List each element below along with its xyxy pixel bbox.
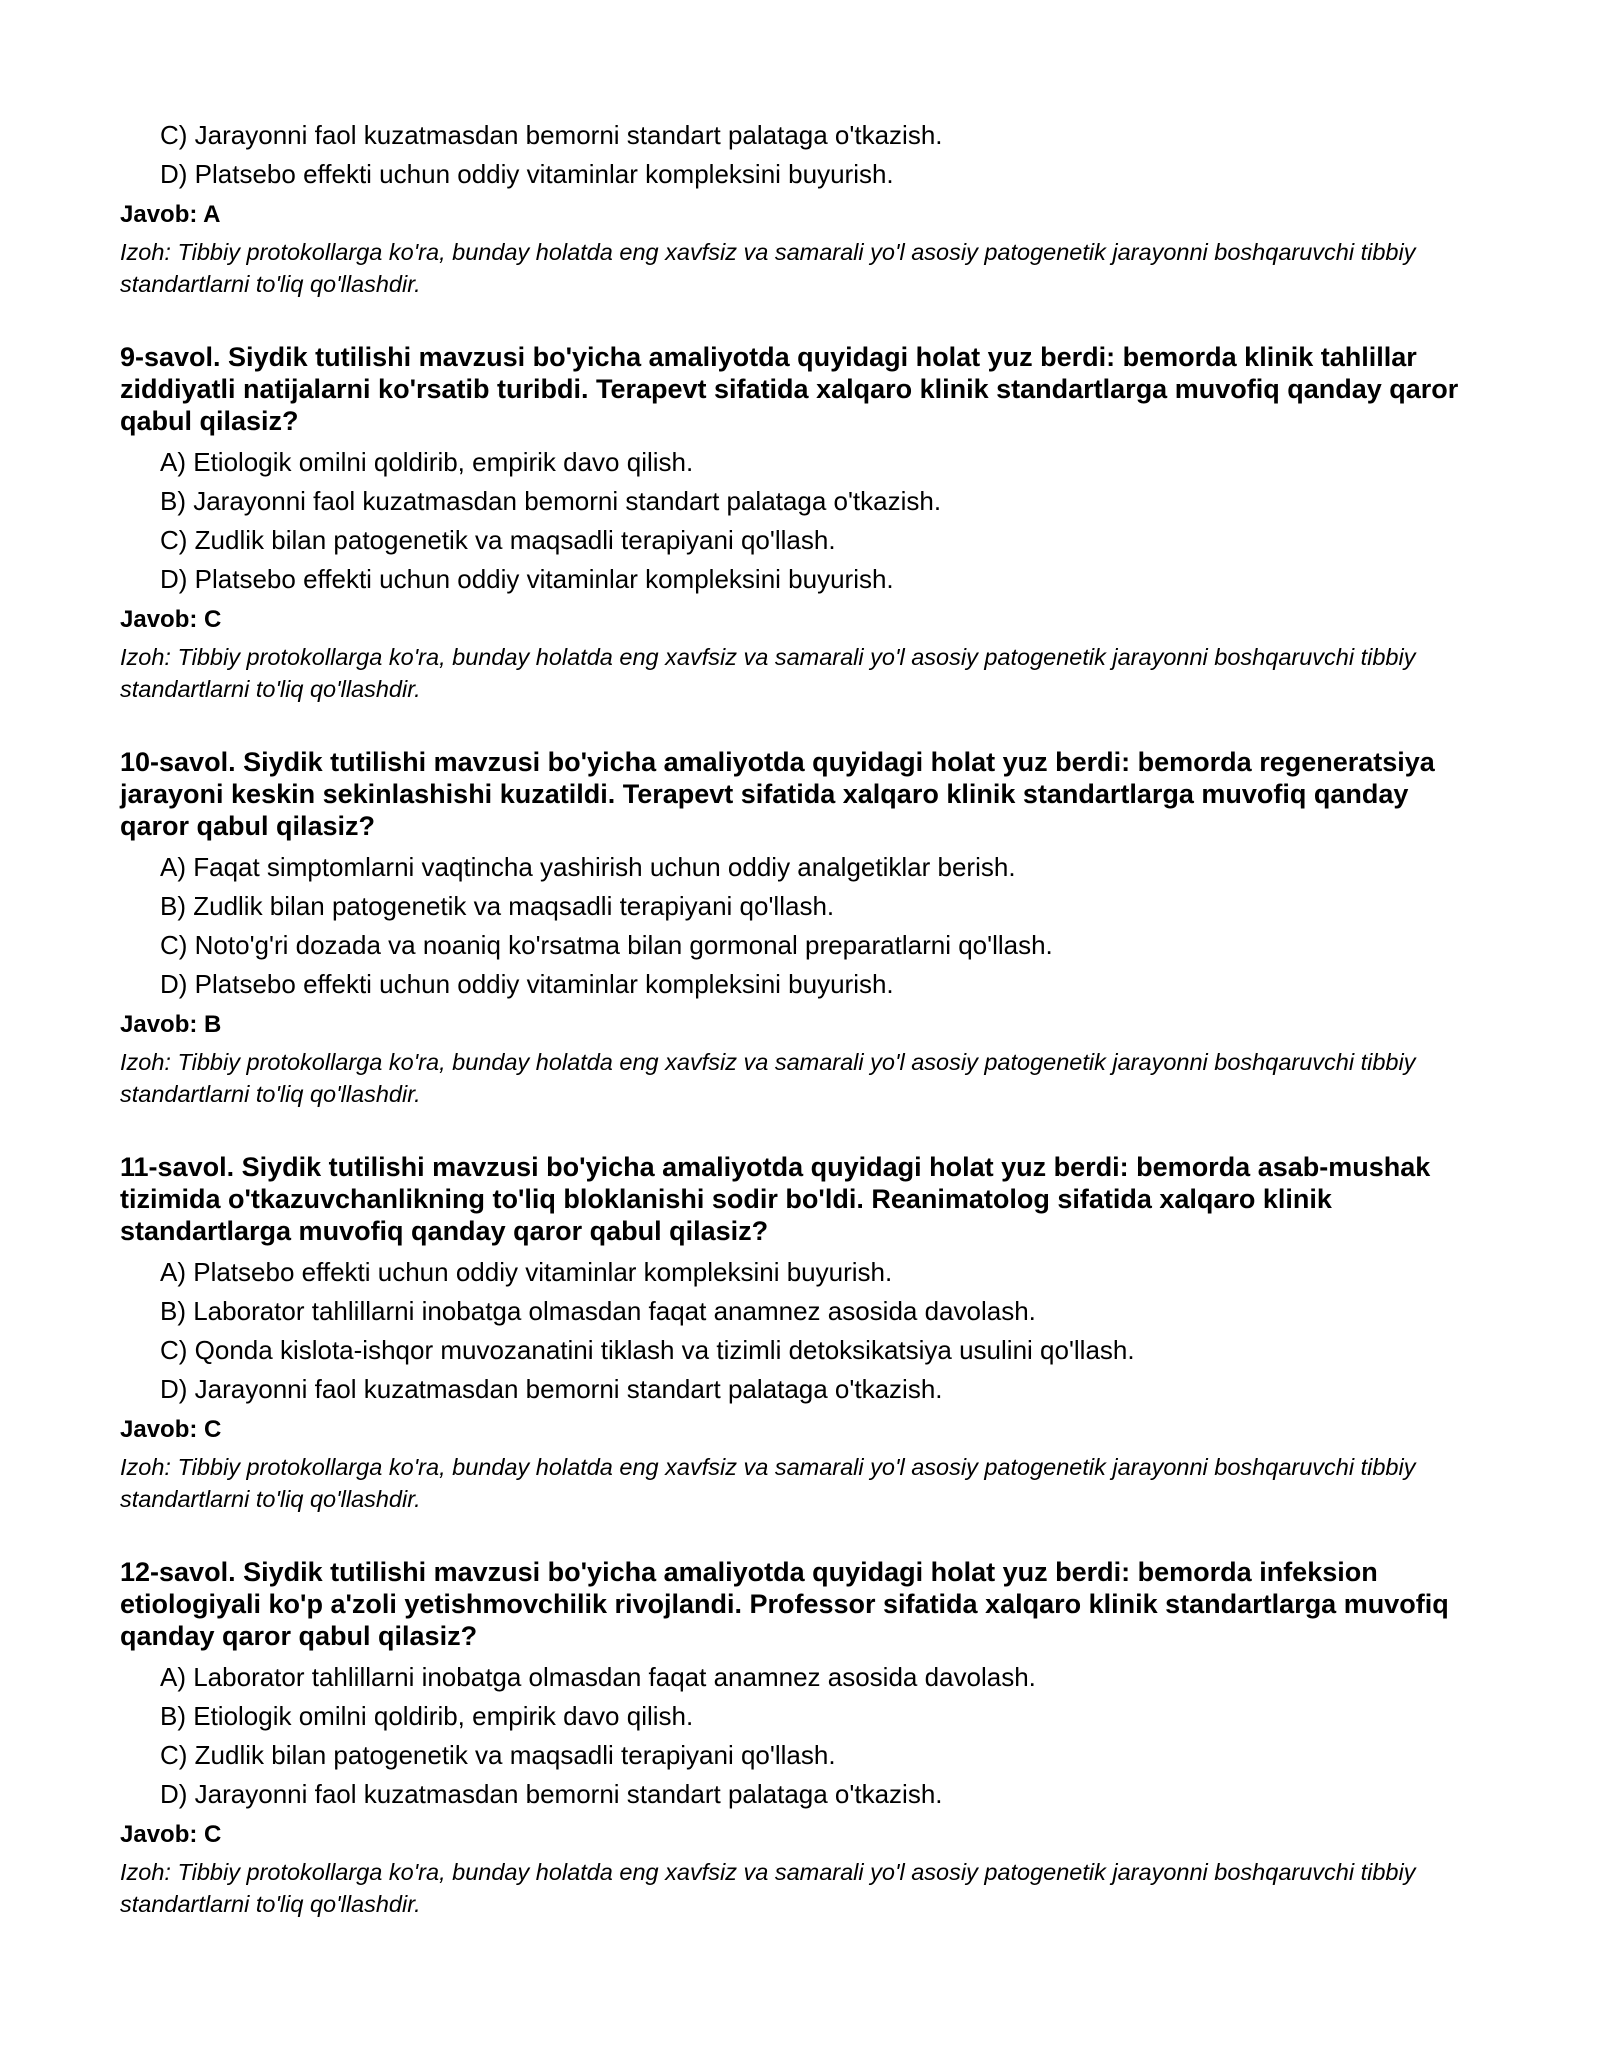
correct-answer: Javob: C	[120, 1821, 222, 1848]
correct-answer: Javob: C	[120, 606, 222, 633]
answer-option-b: B) Laborator tahlillarni inobatga olmasdan faqat anamnez asosida davolash.	[160, 1296, 1036, 1326]
document-page	[120, 120, 1480, 1920]
question-text: 10-savol. Siydik tutilishi mavzusi bo'yicha amaliyotda quyidagi holat yuz berdi: bemorda regeneratsiya jarayoni keskin sekinlashishi kuzatildi. Terapevt sifatida xalqaro klinik standartlarga muvofiq qanday qaror qabul qilasiz?	[120, 747, 1435, 841]
explanation-note: Izoh: Tibbiy protokollarga ko'ra, bunday holatda eng xavfsiz va samarali yo'l asosiy patogenetik jarayonni boshqaruvchi tibbiy standartlarni to'liq qo'llashdir.	[120, 239, 1416, 297]
answer-option-c: C) Noto'g'ri dozada va noaniq ko'rsatma bilan gormonal preparatlarni qo'llash.	[160, 930, 1053, 960]
explanation-note: Izoh: Tibbiy protokollarga ko'ra, bunday holatda eng xavfsiz va samarali yo'l asosiy patogenetik jarayonni boshqaruvchi tibbiy standartlarni to'liq qo'llashdir.	[120, 1454, 1416, 1512]
explanation-note: Izoh: Tibbiy protokollarga ko'ra, bunday holatda eng xavfsiz va samarali yo'l asosiy patogenetik jarayonni boshqaruvchi tibbiy standartlarni to'liq qo'llashdir.	[120, 644, 1416, 702]
question-12	[120, 1556, 1480, 1920]
answer-option-c: C) Jarayonni faol kuzatmasdan bemorni standart palataga o'tkazish.	[160, 120, 943, 150]
answer-option-c: C) Qonda kislota-ishqor muvozanatini tiklash va tizimli detoksikatsiya usulini qo'llash.	[160, 1335, 1135, 1365]
answer-option-a: A) Laborator tahlillarni inobatga olmasdan faqat anamnez asosida davolash.	[160, 1662, 1036, 1692]
question-text: 12-savol. Siydik tutilishi mavzusi bo'yicha amaliyotda quyidagi holat yuz berdi: bemorda infeksion etiologiyali ko'p a'zoli yetishmovchilik rivojlandi. Professor sifatida xalqaro klinik standartlarga muvofiq qanday qaror qabul qilasiz?	[120, 1557, 1449, 1651]
question-10	[120, 746, 1480, 1110]
answer-option-d: D) Platsebo effekti uchun oddiy vitaminlar kompleksini buyurish.	[160, 969, 894, 999]
answer-option-b: B) Zudlik bilan patogenetik va maqsadli terapiyani qo'llash.	[160, 891, 835, 921]
explanation-note: Izoh: Tibbiy protokollarga ko'ra, bunday holatda eng xavfsiz va samarali yo'l asosiy patogenetik jarayonni boshqaruvchi tibbiy standartlarni to'liq qo'llashdir.	[120, 1049, 1416, 1107]
explanation-note: Izoh: Tibbiy protokollarga ko'ra, bunday holatda eng xavfsiz va samarali yo'l asosiy patogenetik jarayonni boshqaruvchi tibbiy standartlarni to'liq qo'llashdir.	[120, 1859, 1416, 1917]
question-text: 11-savol. Siydik tutilishi mavzusi bo'yicha amaliyotda quyidagi holat yuz berdi: bemorda asab-mushak tizimida o'tkazuvchanlikning to'liq bloklanishi sodir bo'ldi. Reanimatolog sifatida xalqaro klinik standartlarga muvofiq qanday qaror qabul qilasiz?	[120, 1152, 1431, 1246]
answer-option-d: D) Jarayonni faol kuzatmasdan bemorni standart palataga o'tkazish.	[160, 1779, 943, 1809]
answer-option-d: D) Jarayonni faol kuzatmasdan bemorni standart palataga o'tkazish.	[160, 1374, 943, 1404]
question-9	[120, 341, 1480, 705]
answer-options	[120, 120, 1480, 198]
answer-option-c: C) Zudlik bilan patogenetik va maqsadli terapiyani qo'llash.	[160, 525, 836, 555]
answer-option-d: D) Platsebo effekti uchun oddiy vitaminlar kompleksini buyurish.	[160, 159, 894, 189]
answer-option-b: B) Jarayonni faol kuzatmasdan bemorni standart palataga o'tkazish.	[160, 486, 942, 516]
question-11	[120, 1151, 1480, 1515]
question-8-continuation	[120, 120, 1480, 300]
answer-option-d: D) Platsebo effekti uchun oddiy vitaminlar kompleksini buyurish.	[160, 564, 894, 594]
correct-answer: Javob: B	[120, 1011, 222, 1038]
answer-option-c: C) Zudlik bilan patogenetik va maqsadli terapiyani qo'llash.	[160, 1740, 836, 1770]
correct-answer: Javob: C	[120, 1416, 222, 1443]
correct-answer: Javob: A	[120, 201, 221, 228]
question-text: 9-savol. Siydik tutilishi mavzusi bo'yicha amaliyotda quyidagi holat yuz berdi: bemorda klinik tahlillar ziddiyatli natijalarni ko'rsatib turibdi. Terapevt sifatida xalqaro klinik standartlarga muvofiq qanday qaror qabul qilasiz?	[120, 342, 1459, 436]
answer-option-a: A) Platsebo effekti uchun oddiy vitaminlar kompleksini buyurish.	[160, 1257, 893, 1287]
answer-option-a: A) Faqat simptomlarni vaqtincha yashirish uchun oddiy analgetiklar berish.	[160, 852, 1016, 882]
answer-option-a: A) Etiologik omilni qoldirib, empirik davo qilish.	[160, 447, 694, 477]
answer-option-b: B) Etiologik omilni qoldirib, empirik davo qilish.	[160, 1701, 694, 1731]
